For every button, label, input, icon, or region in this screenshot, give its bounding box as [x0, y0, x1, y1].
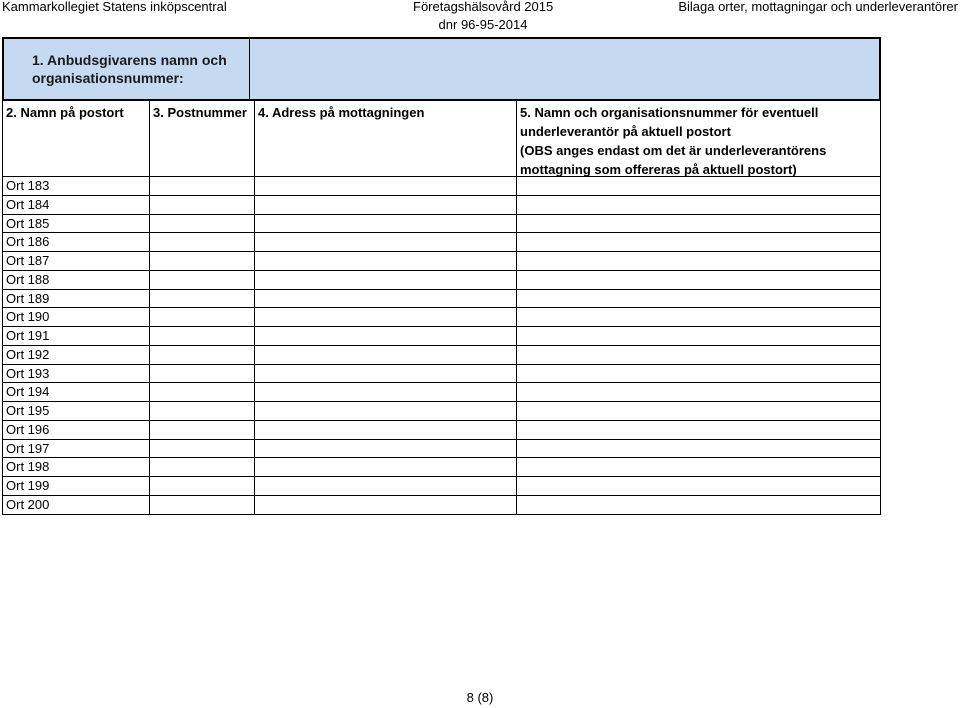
adress-cell[interactable]: [254, 383, 516, 401]
adress-cell[interactable]: [254, 271, 516, 289]
table-row: [2, 496, 881, 515]
table-row: [2, 196, 881, 215]
underleverantor-cell[interactable]: [516, 290, 881, 308]
table-row: [2, 440, 881, 459]
postort-cell: Ort 188: [2, 271, 149, 289]
postort-cell: Ort 187: [2, 252, 149, 270]
postnummer-cell[interactable]: [149, 440, 254, 458]
underleverantor-cell[interactable]: [516, 421, 881, 439]
postnummer-cell[interactable]: [149, 308, 254, 326]
postnummer-cell[interactable]: [149, 477, 254, 495]
underleverantor-cell[interactable]: [516, 477, 881, 495]
table-row: [2, 458, 881, 477]
postnummer-cell[interactable]: [149, 196, 254, 214]
postnummer-cell[interactable]: [149, 233, 254, 251]
column-header-underleverantor-line3: (OBS anges endast om det är underleverantörens: [520, 143, 827, 158]
adress-cell[interactable]: [254, 458, 516, 476]
postnummer-cell[interactable]: [149, 496, 254, 514]
table-row: [2, 271, 881, 290]
column-header-underleverantor-line1: 5. Namn och organisationsnummer för eventuell: [520, 105, 819, 120]
postnummer-cell[interactable]: [149, 365, 254, 383]
header-title: Företagshälsovård 2015: [413, 0, 554, 14]
underleverantor-cell[interactable]: [516, 365, 881, 383]
postort-cell: Ort 190: [2, 308, 149, 326]
header-organization: Kammarkollegiet Statens inköpscentral: [2, 0, 227, 14]
column-header-underleverantor-line4: mottagning som offereras på aktuell postort): [520, 162, 797, 177]
postnummer-cell[interactable]: [149, 215, 254, 233]
postort-cell: Ort 191: [2, 327, 149, 345]
adress-cell[interactable]: [254, 327, 516, 345]
adress-cell[interactable]: [254, 496, 516, 514]
underleverantor-cell[interactable]: [516, 271, 881, 289]
table-row: [2, 402, 881, 421]
postnummer-cell[interactable]: [149, 458, 254, 476]
column-header-underleverantor: [516, 101, 881, 177]
adress-cell[interactable]: [254, 421, 516, 439]
postnummer-cell[interactable]: [149, 271, 254, 289]
page-number: 8 (8): [466, 690, 494, 705]
adress-cell[interactable]: [254, 365, 516, 383]
column-header-postnummer: 3. Postnummer: [149, 101, 254, 177]
adress-cell[interactable]: [254, 233, 516, 251]
adress-cell[interactable]: [254, 252, 516, 270]
underleverantor-cell[interactable]: [516, 383, 881, 401]
table-row: [2, 383, 881, 402]
underleverantor-cell[interactable]: [516, 402, 881, 420]
bidder-label: [4, 39, 250, 99]
underleverantor-cell[interactable]: [516, 327, 881, 345]
table-row: [2, 477, 881, 496]
postnummer-cell[interactable]: [149, 252, 254, 270]
underleverantor-cell[interactable]: [516, 308, 881, 326]
underleverantor-cell[interactable]: [516, 346, 881, 364]
adress-cell[interactable]: [254, 177, 516, 195]
column-header-adress: 4. Adress på mottagningen: [254, 101, 516, 177]
adress-cell[interactable]: [254, 477, 516, 495]
underleverantor-cell[interactable]: [516, 233, 881, 251]
column-header-postort: 2. Namn på postort: [2, 101, 149, 177]
header-attachment-title: Bilaga orter, mottagningar och underleverantörer: [678, 0, 958, 14]
underleverantor-cell[interactable]: [516, 177, 881, 195]
adress-cell[interactable]: [254, 215, 516, 233]
postnummer-cell[interactable]: [149, 421, 254, 439]
underleverantor-cell[interactable]: [516, 196, 881, 214]
postort-cell: Ort 197: [2, 440, 149, 458]
table-row: [2, 346, 881, 365]
adress-cell[interactable]: [254, 308, 516, 326]
postort-cell: Ort 185: [2, 215, 149, 233]
adress-cell[interactable]: [254, 290, 516, 308]
bidder-name-field[interactable]: [250, 39, 879, 99]
postnummer-cell[interactable]: [149, 327, 254, 345]
postort-cell: Ort 192: [2, 346, 149, 364]
postort-cell: Ort 200: [2, 496, 149, 514]
bidder-label-line2: organisationsnummer:: [32, 70, 184, 86]
postort-cell: Ort 186: [2, 233, 149, 251]
postnummer-cell[interactable]: [149, 290, 254, 308]
adress-cell[interactable]: [254, 346, 516, 364]
table-row: [2, 177, 881, 196]
table-row: [2, 290, 881, 309]
adress-cell[interactable]: [254, 402, 516, 420]
table-row: [2, 233, 881, 252]
postort-cell: Ort 199: [2, 477, 149, 495]
postort-cell: Ort 195: [2, 402, 149, 420]
postnummer-cell[interactable]: [149, 177, 254, 195]
postort-cell: Ort 193: [2, 365, 149, 383]
table-row: [2, 308, 881, 327]
postort-cell: Ort 183: [2, 177, 149, 195]
table-row: [2, 365, 881, 384]
location-table: [2, 177, 881, 515]
postort-cell: Ort 196: [2, 421, 149, 439]
table-row: [2, 421, 881, 440]
underleverantor-cell[interactable]: [516, 458, 881, 476]
postnummer-cell[interactable]: [149, 346, 254, 364]
adress-cell[interactable]: [254, 196, 516, 214]
header-reference-number: dnr 96-95-2014: [438, 17, 528, 32]
postort-cell: Ort 198: [2, 458, 149, 476]
underleverantor-cell[interactable]: [516, 252, 881, 270]
underleverantor-cell[interactable]: [516, 440, 881, 458]
postort-cell: Ort 184: [2, 196, 149, 214]
bidder-label-line1: 1. Anbudsgivarens namn och: [32, 52, 227, 68]
column-header-underleverantor-line2: underleverantör på aktuell postort: [520, 124, 731, 139]
table-row: [2, 215, 881, 234]
postort-cell: Ort 189: [2, 290, 149, 308]
postort-cell: Ort 194: [2, 383, 149, 401]
table-row: [2, 252, 881, 271]
underleverantor-cell[interactable]: [516, 496, 881, 514]
postnummer-cell[interactable]: [149, 383, 254, 401]
bidder-section: [2, 37, 881, 101]
postnummer-cell[interactable]: [149, 402, 254, 420]
table-row: [2, 327, 881, 346]
underleverantor-cell[interactable]: [516, 215, 881, 233]
adress-cell[interactable]: [254, 440, 516, 458]
